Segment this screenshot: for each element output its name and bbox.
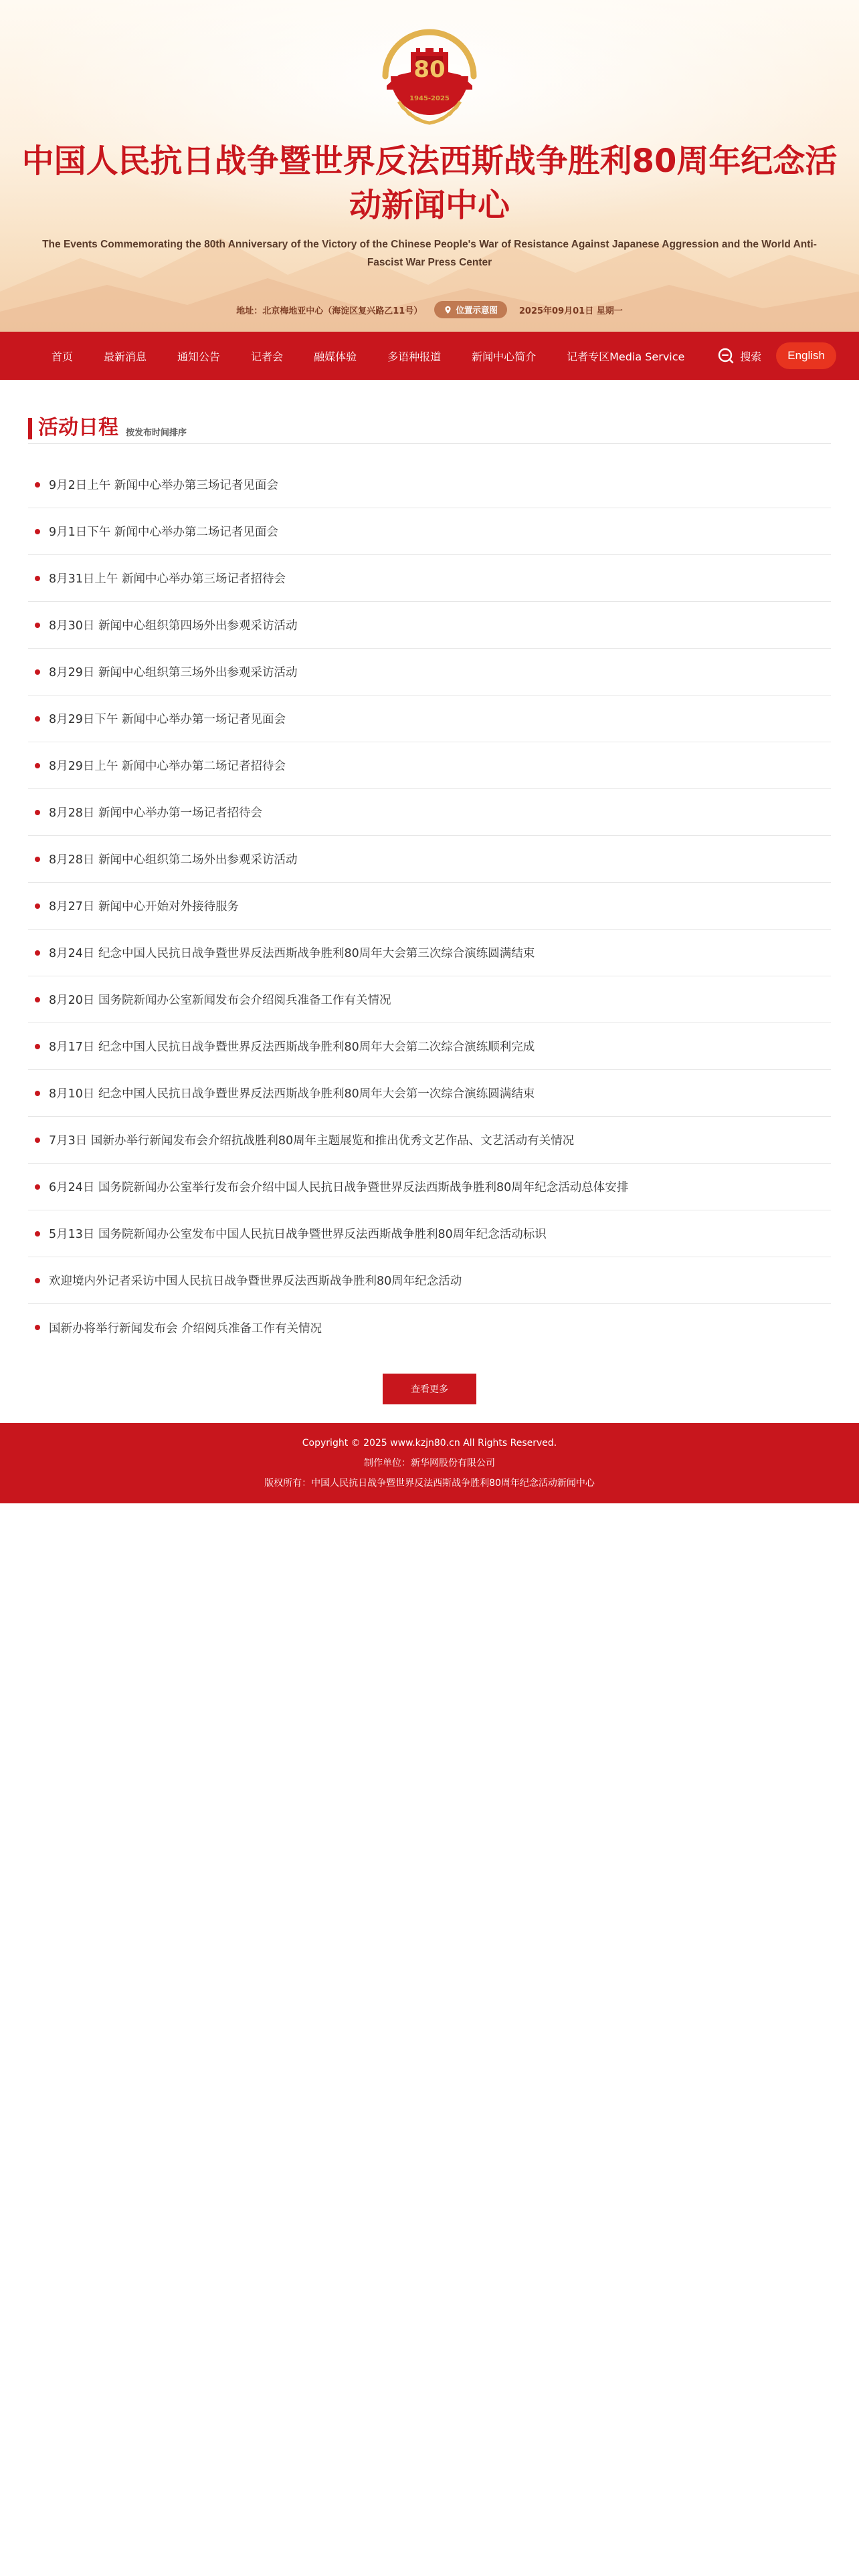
nav-item-about[interactable]: 新闻中心简介 [472, 350, 537, 363]
list-item-title[interactable]: 8月20日 国务院新闻办公室新闻发布会介绍阅兵准备工作有关情况 [49, 994, 391, 1007]
nav-item-multilingual[interactable]: 多语种报道 [387, 350, 442, 363]
emblem-years: 1945-2025 [409, 95, 450, 102]
address-text: 地址：北京梅地亚中心（海淀区复兴路乙11号） [236, 306, 423, 316]
english-button[interactable]: English [776, 342, 836, 369]
list-item-title[interactable]: 8月30日 新闻中心组织第四场外出参观采访活动 [49, 619, 298, 633]
info-row [0, 300, 859, 319]
footer-owner: 版权所有：中国人民抗日战争暨世界反法西斯战争胜利80周年纪念活动新闻中心 [264, 1478, 595, 1489]
nav-item-latest-news[interactable]: 最新消息 [104, 350, 147, 363]
list-item-title[interactable]: 8月29日 新闻中心组织第三场外出参观采访活动 [49, 666, 298, 679]
list-item[interactable] [28, 1210, 831, 1257]
location-pin-icon [444, 306, 452, 314]
location-map-button[interactable] [434, 301, 507, 318]
date-text: 2025年09月01日 星期一 [518, 306, 623, 316]
list-item-title[interactable]: 8月28日 新闻中心举办第一场记者招待会 [49, 807, 262, 820]
section-sort-note: 按发布时间排序 [126, 428, 187, 438]
page-title-english: The Events Commemorating the 80th Anniversary of the Victory of the Chinese People's War of Resistance Against Japanese Aggression and the World Anti-Fascist War Press Center [42, 239, 817, 268]
list-item[interactable] [28, 1304, 831, 1351]
list-item[interactable] [28, 602, 831, 649]
nav-item-home[interactable]: 首页 [52, 350, 74, 363]
footer [0, 1423, 859, 1503]
list-item[interactable] [28, 930, 831, 976]
bullet-dot [35, 763, 40, 768]
search-button[interactable] [717, 347, 761, 364]
list-item-title[interactable]: 8月29日上午 新闻中心举办第二场记者招待会 [49, 760, 286, 773]
bullet-dot [35, 950, 40, 956]
list-item-title[interactable]: 8月28日 新闻中心组织第二场外出参观采访活动 [49, 853, 298, 867]
list-item[interactable] [28, 1164, 831, 1210]
list-item-title[interactable]: 8月29日下午 新闻中心举办第一场记者见面会 [49, 713, 286, 726]
list-item[interactable] [28, 508, 831, 555]
footer-producer: 制作单位：新华网股份有限公司 [364, 1458, 495, 1469]
list-item[interactable] [28, 555, 831, 602]
page-title: 中国人民抗日战争暨世界反法西斯战争胜利80周年纪念活动新闻中心 [21, 142, 838, 224]
bullet-dot [35, 529, 40, 534]
list-item-title[interactable]: 8月17日 纪念中国人民抗日战争暨世界反法西斯战争胜利80周年大会第二次综合演练顺利完成 [49, 1041, 535, 1054]
list-item[interactable] [28, 1257, 831, 1304]
main-nav [0, 332, 859, 380]
list-item[interactable] [28, 1023, 831, 1070]
section-accent-bar [28, 418, 32, 439]
list-item-title[interactable]: 8月24日 纪念中国人民抗日战争暨世界反法西斯战争胜利80周年大会第三次综合演练圆满结束 [49, 947, 535, 960]
list-item[interactable] [28, 789, 831, 836]
list-item[interactable] [28, 461, 831, 508]
bullet-dot [35, 623, 40, 628]
list-item-title[interactable]: 8月27日 新闻中心开始对外接待服务 [49, 900, 239, 914]
bullet-dot [35, 482, 40, 488]
nav-item-press-conferences[interactable]: 记者会 [251, 350, 284, 363]
list-item[interactable] [28, 1070, 831, 1117]
list-item-title[interactable]: 6月24日 国务院新闻办公室举行发布会介绍中国人民抗日战争暨世界反法西斯战争胜利80周年纪念活动总体安排 [49, 1181, 629, 1194]
footer-copyright: Copyright © 2025 www.kzjn80.cn All Rights Reserved. [302, 1438, 557, 1448]
search-icon [717, 347, 735, 364]
list-item[interactable] [28, 695, 831, 742]
bullet-dot [35, 810, 40, 815]
location-map-label: 位置示意图 [456, 305, 498, 315]
bullet-dot [35, 1184, 40, 1190]
list-item-title[interactable]: 9月1日下午 新闻中心举办第二场记者见面会 [49, 526, 278, 539]
view-more-button[interactable]: 查看更多 [383, 1374, 476, 1404]
bullet-dot [35, 1138, 40, 1143]
bullet-dot [35, 576, 40, 581]
bullet-dot [35, 1278, 40, 1283]
list-item[interactable] [28, 836, 831, 883]
bullet-dot [35, 1325, 40, 1330]
bullet-dot [35, 903, 40, 909]
more-button-wrap [28, 1374, 831, 1404]
bullet-dot [35, 716, 40, 722]
nav-item-notices[interactable]: 通知公告 [177, 350, 221, 363]
list-item-title[interactable]: 7月3日 国新办举行新闻发布会介绍抗战胜利80周年主题展览和推出优秀文艺作品、文艺活动有关情况 [49, 1134, 575, 1148]
list-item[interactable] [28, 1117, 831, 1164]
emblem-number: 80 [413, 56, 446, 83]
header-banner [0, 0, 859, 332]
list-item-title[interactable]: 5月13日 国务院新闻办公室发布中国人民抗日战争暨世界反法西斯战争胜利80周年纪念活动标识 [49, 1228, 547, 1241]
main-content [0, 417, 859, 1404]
list-item-title[interactable]: 欢迎境内外记者采访中国人民抗日战争暨世界反法西斯战争胜利80周年纪念活动 [49, 1275, 462, 1288]
list-item-title[interactable]: 9月2日上午 新闻中心举办第三场记者见面会 [49, 479, 278, 492]
bullet-dot [35, 1091, 40, 1096]
section-title: 活动日程 [38, 416, 118, 439]
list-item[interactable] [28, 976, 831, 1023]
list-item[interactable] [28, 649, 831, 695]
list-item[interactable] [28, 883, 831, 930]
nav-items [33, 348, 717, 364]
bullet-dot [35, 857, 40, 862]
list-item-title[interactable]: 8月10日 纪念中国人民抗日战争暨世界反法西斯战争胜利80周年大会第一次综合演练圆满结束 [49, 1087, 535, 1101]
search-label: 搜索 [740, 350, 762, 363]
bullet-dot [35, 1044, 40, 1049]
list-item[interactable] [28, 742, 831, 789]
nav-item-media-service[interactable]: 记者专区Media Service [567, 350, 685, 363]
section-header [28, 417, 831, 444]
bullet-dot [35, 997, 40, 1002]
list-item-title[interactable]: 国新办将举行新闻发布会 介绍阅兵准备工作有关情况 [49, 1321, 322, 1335]
list-item-title[interactable]: 8月31日上午 新闻中心举办第三场记者招待会 [49, 572, 286, 586]
schedule-list [28, 461, 831, 1351]
nav-item-media-experience[interactable]: 融媒体验 [314, 350, 357, 363]
bullet-dot [35, 1231, 40, 1237]
bullet-dot [35, 669, 40, 675]
